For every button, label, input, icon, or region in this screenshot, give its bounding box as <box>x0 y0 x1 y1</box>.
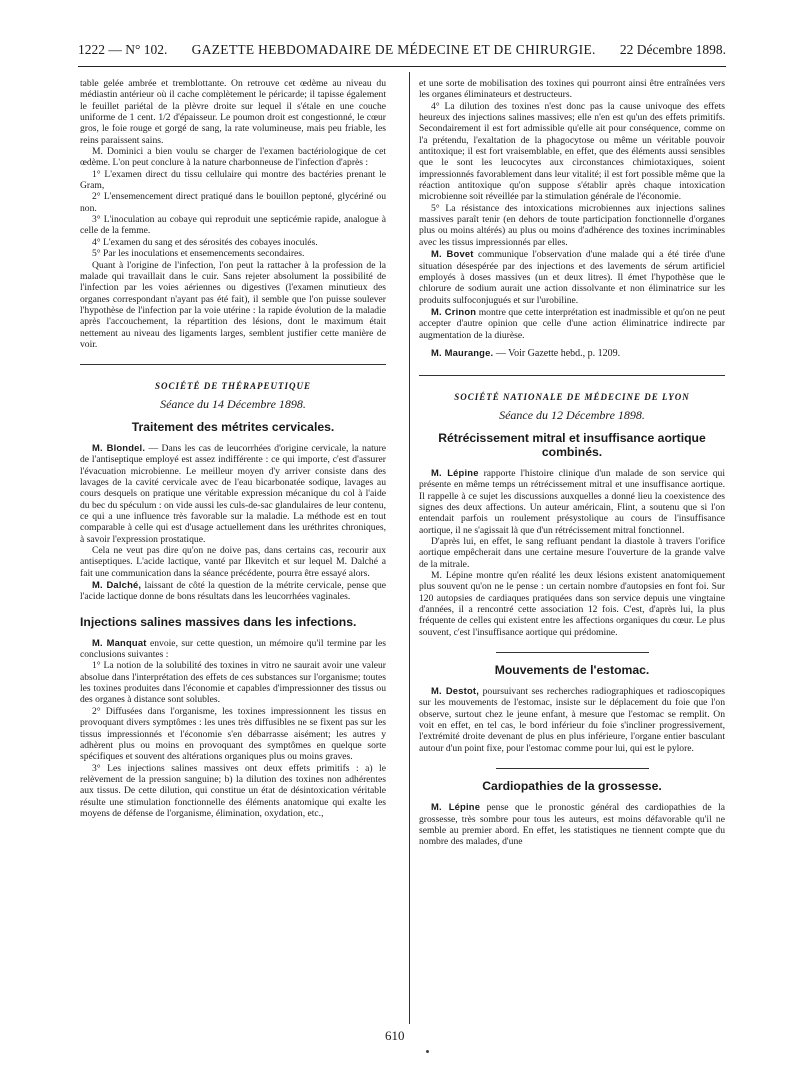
speaker-text: communique l'observation d'une malade qui a été tirée d'une situation désespérée par des injections et des lavements de sérum artificiel employés à doses massives (un et deux litres). Il émet l'hypothèse que le chlorure de sodium aurait une action dissolvante et non éliminatrice sur les produits sulfoconjugués et sur l'urobiline. <box>419 249 726 306</box>
society-heading: SOCIÉTÉ DE THÉRAPEUTIQUE <box>154 381 312 392</box>
paragraph <box>419 306 725 341</box>
journal-title: GAZETTE HEBDOMADAIRE DE MÉDECINE ET DE CHIRURGIE. <box>191 42 596 57</box>
list-item: 2° L'ensemencement direct pratiqué dans le bouillon peptoné, glycériné ou non. <box>80 191 386 214</box>
issue-date: 22 Décembre 1898. <box>619 42 726 57</box>
column-divider <box>409 72 410 1024</box>
list-item: 5° La résistance des intoxications microbiennes aux injections salines massives paraît tenir (en dehors de toute participation fonctionnelle d'organes plus ou moins altérés) au plus ou moins d'adhérence des toxines incriminables avec les tissus impressionnés par elles. <box>419 202 725 248</box>
paragraph: M. Lépine montre qu'en réalité les deux lésions existent anatomiquement plus souvent qu'on ne le pense : un certain nombre d'autopsies en font foi. Sur 120 autopsies de cardiaques pratiquées dans son service depuis une vingtaine d'années, il a rencontré cette association 12 fois. C'est, d'après lui, la plus fréquente de celles qui existent entre les affections organiques du cœur. Le plus souvent, c'est l'insuffisance aortique qui prédomine. <box>419 570 725 638</box>
speaker-text: — Voir Gazette hebd., p. 1209. <box>493 347 621 359</box>
paragraph <box>80 637 386 661</box>
session-date: Séance du 14 Décembre 1898. <box>160 396 306 411</box>
right-column <box>419 78 725 848</box>
page-issue-number: 1222 — N° 102. <box>78 42 168 57</box>
paragraph: Cela ne veut pas dire qu'on ne doive pas, dans certains cas, recourir aux antiseptiques. L'acide lactique, vanté par Ilkevitch et sur lequel M. Dalché a fait une communication dans la séance précédente, pourra être essayé alors. <box>80 545 386 579</box>
paragraph: Quant à l'origine de l'infection, l'on peut la rattacher à la profession de la malade qui travaillait dans le cuir. Sans rejeter absolument la possibilité de l'infection par les voies aériennes ou digestives (l'examen minutieux des organes correspondant n'ayant pas été fait), il semble que l'on puisse soulever l'hypothèse de l'infection par la voie utérine : la rapide évolution de la maladie après l'accouchement, la répartition des lésions, dont le maximum était nettement au niveau des ligaments larges, semblent justifier cette manière de voir. <box>80 259 386 350</box>
paragraph: table gelée ambrée et tremblottante. On retrouve cet œdème au niveau du médiastin antérieur où il cache complètement le péricarde; il tapisse également le feuillet pariétal de la plèvre droite sur lequel il s'étale en une couche uniforme de 1 cent. 1/2 d'épaisseur. Le poumon droit est congestionné, le cœur gros, le foie rouge et gorgé de sang, la rate volumineuse, mais peu friable, les reins paraissent sains. <box>80 78 386 146</box>
list-item: 1° La notion de la solubilité des toxines in vitro ne saurait avoir une valeur absolue dans l'interprétation des effets de ces substances sur l'organisme; toutes les toxines produites dans l'économie et capables d'impressionner des tissus ou des organes à distance sont solubles. <box>80 660 386 706</box>
speaker-text: poursuivant ses recherches radiographiques et radioscopiques sur les mouvements de l'estomac, insiste sur le déplacement du foie que l'on observe, surtout chez le jeune enfant, à mesure que l'estomac se remplit. On voit en effet, en tel cas, le bord inférieur du foie s'incliner progressivement, l'extrémité droite devenant de plus en plus inférieure, l'organe entier basculant autour d'un point fixe, pour l'estomac comme pour lui, qui est le pylore. <box>419 686 726 754</box>
article-heading: Injections salines massives dans les infections. <box>80 614 357 629</box>
speaker-text: — Dans les cas de leucorrhées d'origine cervicale, la nature de l'antiseptique employé est assez indifférente : ce qui importe, c'est d'assurer l'évacuation microbienne. Le meilleur moyen d'y arriver consiste dans des lavages de la cavité cervicale avec de l'eau bicarbonatée sodique, lavages au cours desquels on pratique une véritable expression mécanique du col à l'aide du bec du spéculum : on vide aussi les culs-de-sac glandulaires de leur contenu, ce qui a une influence très favorable sur la maladie. La méthode est en tout comparable à celle qui est d'usage actuellement dans les uréthrites chroniques, à savoir l'expression prostatique. <box>80 442 386 545</box>
article-heading: Rétrécissement mitral et insuffisance aortique combinés. <box>438 430 706 459</box>
page-number: 610 <box>385 1028 405 1043</box>
section-separator <box>419 375 725 376</box>
running-header <box>78 42 726 62</box>
list-item: 4° L'examen du sang et des sérosités des cobayes inoculés. <box>92 236 318 248</box>
section-separator <box>496 768 649 769</box>
speaker-text: laissant de côté la question de la métrite cervicale, pense que l'acide lactique donne de bons résultats dans les leucorrhées vaginales. <box>80 580 386 603</box>
speaker-name: M. Lépine <box>431 466 479 478</box>
paragraph: D'après lui, en effet, le sang refluant pendant la diastole à travers l'orifice aortique empêcherait dans une certaine mesure l'ouverture de la grande valve de la mitrale. <box>419 536 725 570</box>
left-column <box>80 78 386 819</box>
paragraph: et une sorte de mobilisation des toxines qui pourront ainsi être entraînées vers les organes éliminateurs et destructeurs. <box>419 78 725 101</box>
paragraph <box>419 801 725 847</box>
speaker-name: M. Dalché, <box>92 579 142 591</box>
speaker-name: M. Destot, <box>431 685 480 697</box>
speaker-name: M. Manquat <box>92 636 147 648</box>
print-mark <box>426 1050 429 1053</box>
speaker-name: M. Bovet <box>431 248 474 260</box>
paragraph <box>419 467 725 536</box>
section-separator <box>496 652 649 653</box>
session-date: Séance du 12 Décembre 1898. <box>499 407 645 422</box>
paragraph <box>419 347 725 359</box>
paragraph <box>80 442 386 545</box>
speaker-text: pense que le pronostic général des cardiopathies de la grossesse, très sombre pour tous les auteurs, est moins défavorable qu'il ne semble au premier abord. En effet, les statistiques ne tiennent compte que du nombre des malades, d'une <box>419 802 725 848</box>
paragraph <box>419 248 725 306</box>
list-item: 4° La dilution des toxines n'est donc pas la cause univoque des effets heureux des injections salines massives; elle n'en est qu'un des effets primitifs. Secondairement il est fort admissible qu'elle ait pour conséquence, comme on l'a prétendu, l'exaltation de la phagocytose ou même un véritable pouvoir antitoxique; il est fort vraisemblable, en effet, que des éléments aussi sensibles que le sont les leucocytes aux circonstances chimiotaxiques, soient impressionnés favorablement dans leur vitalité; il est fort possible même que la réaction antitoxique qu'on suppose s'établir après chaque intoxication microbienne soit réveillée par la stimulation générale de l'économie. <box>419 100 725 203</box>
article-heading: Traitement des métrites cervicales. <box>131 419 335 434</box>
paragraph: M. Dominici a bien voulu se charger de l'examen bactériologique de cet œdème. L'on peut conclure à la nature charbonneuse de l'infection d'après : <box>80 146 386 169</box>
list-item: 5° Par les inoculations et ensemencements secondaires. <box>92 248 305 260</box>
speaker-text: montre que cette interprétation est inadmissible et qu'on ne peut accepter d'autre opinion que celle d'une action éliminatrice indirecte par augmentation de la diurèse. <box>419 306 725 341</box>
speaker-name: M. Crinon <box>431 305 477 317</box>
list-item: 3° L'inoculation au cobaye qui reproduit une septicémie rapide, analogue à celle de la femme. <box>80 214 386 237</box>
list-item: 1° L'examen direct du tissu cellulaire qui montre des bactéries prenant le Gram, <box>80 168 386 192</box>
speaker-text: envoie, sur cette question, un mémoire qu'il termine par les conclusions suivantes : <box>80 637 386 661</box>
section-separator <box>80 364 386 365</box>
header-rule <box>78 66 726 67</box>
list-item: 2° Diffusées dans l'organisme, les toxines impressionnent les tissus en provoquant divers symptômes : les unes très diffusibles ne se fixent pas sur les tissus impressionnés et l'économie s'en débarrasse aisément; les autres y adhèrent plus ou moins en provoquant des symptômes en quelque sorte spécifiques et souvent des altérations organiques plus ou moins graves. <box>80 705 386 763</box>
paragraph <box>419 685 725 754</box>
article-heading: Mouvements de l'estomac. <box>494 663 650 678</box>
speaker-name: M. Maurange. <box>431 346 494 358</box>
society-heading: SOCIÉTÉ NATIONALE DE MÉDECINE DE LYON <box>454 392 690 403</box>
article-heading: Cardiopathies de la grossesse. <box>482 779 662 794</box>
speaker-name: M. Lépine <box>431 801 481 813</box>
speaker-name: M. Blondel. <box>92 441 146 453</box>
speaker-text: rapporte l'histoire clinique d'un malade de son service qui présente en même temps un rétrécissement mitral et une insuffisance aortique. Il rappelle à ce sujet les discussions auxquelles a donné lieu la coexistence des signes des deux affections. Un auteur américain, Flint, a soutenu que si l'on entendait parfois un roulement présystolique au cours de l'insuffisance aortique, il ne s'agissait là que d'un rétrécissement mitral fonctionnel. <box>419 467 726 536</box>
paragraph <box>80 579 386 603</box>
list-item: 3° Les injections salines massives ont deux effets primitifs : a) le relèvement de la pression sanguine; b) la dilution des toxines non adhérentes aux tissus. De cette dilution, qui constitue un état de désintoxication véritable résulte une stimulation fonctionnelle des éléments anatomique qui exalte les moyens de défense de l'organisme, élimination, oxydation, etc., <box>80 762 386 819</box>
